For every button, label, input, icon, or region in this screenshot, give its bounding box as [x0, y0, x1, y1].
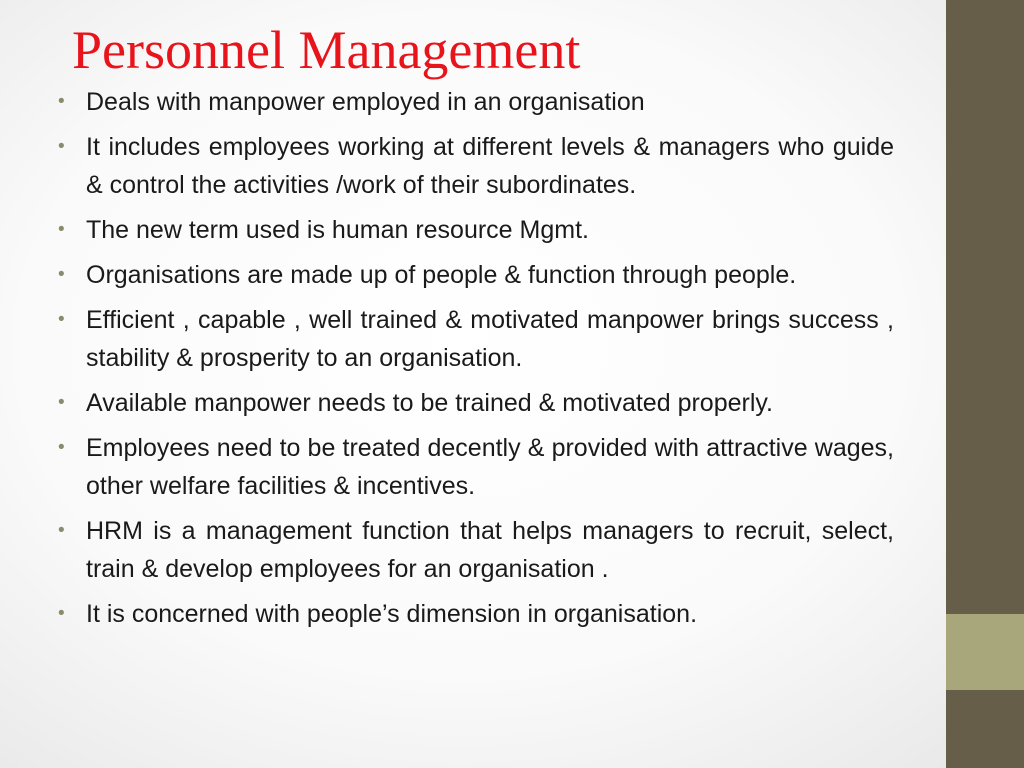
- bullet-icon: •: [58, 91, 65, 112]
- slide-title: Personnel Management: [72, 20, 581, 80]
- bullet-item: [56, 256, 894, 294]
- bullet-list: [56, 83, 894, 640]
- bullet-text: Employees need to be treated decently & provided with attractive wages, other welfare facilities & incentives.: [86, 434, 894, 500]
- bullet-icon: •: [58, 219, 65, 240]
- bullet-item: [56, 211, 894, 249]
- bullet-text: Efficient , capable , well trained & motivated manpower brings success , stability & prosperity to an organisation.: [86, 306, 894, 372]
- bullet-icon: •: [58, 392, 65, 413]
- bullet-icon: •: [58, 136, 65, 157]
- bullet-item: [56, 301, 894, 377]
- bullet-text: The new term used is human resource Mgmt.: [86, 216, 589, 244]
- bullet-item: [56, 595, 894, 633]
- bullet-icon: •: [58, 437, 65, 458]
- bullet-icon: •: [58, 603, 65, 624]
- bullet-text: Organisations are made up of people & function through people.: [86, 261, 797, 289]
- bullet-item: [56, 429, 894, 505]
- bullet-text: It includes employees working at different levels & managers who guide & control the activities /work of their subordinates.: [86, 133, 894, 199]
- bullet-icon: •: [58, 520, 65, 541]
- bullet-text: Deals with manpower employed in an organisation: [86, 88, 645, 116]
- bullet-text: HRM is a management function that helps managers to recruit, select, train & develop employees for an organisation .: [86, 517, 894, 583]
- bullet-item: [56, 384, 894, 422]
- bullet-item: [56, 83, 894, 121]
- bullet-text: Available manpower needs to be trained & motivated properly.: [86, 389, 773, 417]
- decorative-side-accent: [946, 614, 1024, 690]
- bullet-icon: •: [58, 309, 65, 330]
- bullet-item: [56, 128, 894, 204]
- bullet-text: It is concerned with people’s dimension in organisation.: [86, 600, 698, 628]
- bullet-icon: •: [58, 264, 65, 285]
- bullet-item: [56, 512, 894, 588]
